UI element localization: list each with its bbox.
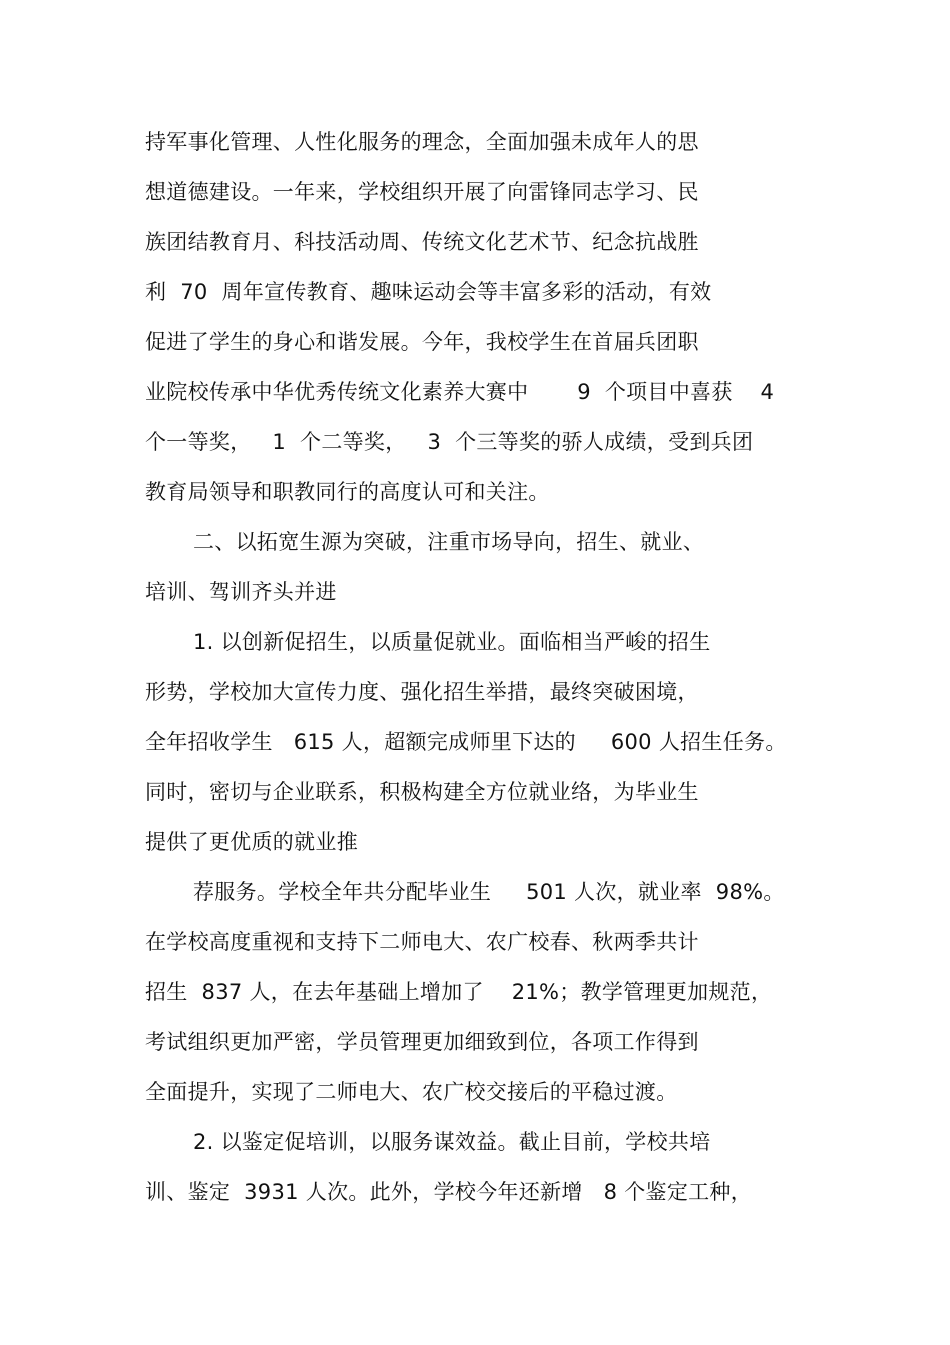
text-line: 同时，密切与企业联系，积极构建全方位就业络，为毕业生 bbox=[145, 780, 699, 804]
section-heading-continued: 培训、驾训齐头并进 bbox=[145, 580, 337, 604]
text-line: 2. 以鉴定促培训，以服务谋效益。截止目前，学校共培 bbox=[193, 1130, 711, 1154]
text-line: 全面提升，实现了二师电大、农广校交接后的平稳过渡。 bbox=[145, 1080, 678, 1104]
text-line: 族团结教育月、科技活动周、传统文化艺术节、纪念抗战胜 bbox=[145, 230, 699, 254]
text-line: 教育局领导和职教同行的高度认可和关注。 bbox=[145, 480, 550, 504]
text-line: 持军事化管理、人性化服务的理念，全面加强未成年人的思 bbox=[145, 130, 699, 154]
text-line: 利 70 周年宣传教育、趣味运动会等丰富多彩的活动，有效 bbox=[145, 280, 712, 304]
text-line: 想道德建设。一年来，学校组织开展了向雷锋同志学习、民 bbox=[145, 180, 699, 204]
text-line: 形势，学校加大宣传力度、强化招生举措，最终突破困境， bbox=[145, 680, 699, 704]
text-line: 业院校传承中华优秀传统文化素养大赛中 9 个项目中喜获 4 bbox=[145, 380, 775, 404]
text-line: 促进了学生的身心和谐发展。今年，我校学生在首届兵团职 bbox=[145, 330, 699, 354]
text-line: 全年招收学生 615 人，超额完成师里下达的 600 人招生任务。 bbox=[145, 730, 787, 754]
text-line: 个一等奖， 1 个二等奖， 3 个三等奖的骄人成绩，受到兵团 bbox=[145, 430, 754, 454]
text-line: 训、鉴定 3931 人次。此外，学校今年还新增 8 个鉴定工种， bbox=[145, 1180, 753, 1204]
text-line: 招生 837 人，在去年基础上增加了 21%；教学管理更加规范， bbox=[145, 980, 773, 1004]
text-line: 在学校高度重视和支持下二师电大、农广校春、秋两季共计 bbox=[145, 930, 699, 954]
text-line: 考试组织更加严密，学员管理更加细致到位，各项工作得到 bbox=[145, 1030, 699, 1054]
text-line: 荐服务。学校全年共分配毕业生 501 人次，就业率 98%。 bbox=[193, 880, 785, 904]
text-line: 提供了更优质的就业推 bbox=[145, 830, 358, 854]
section-heading: 二、以拓宽生源为突破，注重市场导向，招生、就业、 bbox=[193, 530, 705, 554]
text-line: 1. 以创新促招生，以质量促就业。面临相当严峻的招生 bbox=[193, 630, 711, 654]
